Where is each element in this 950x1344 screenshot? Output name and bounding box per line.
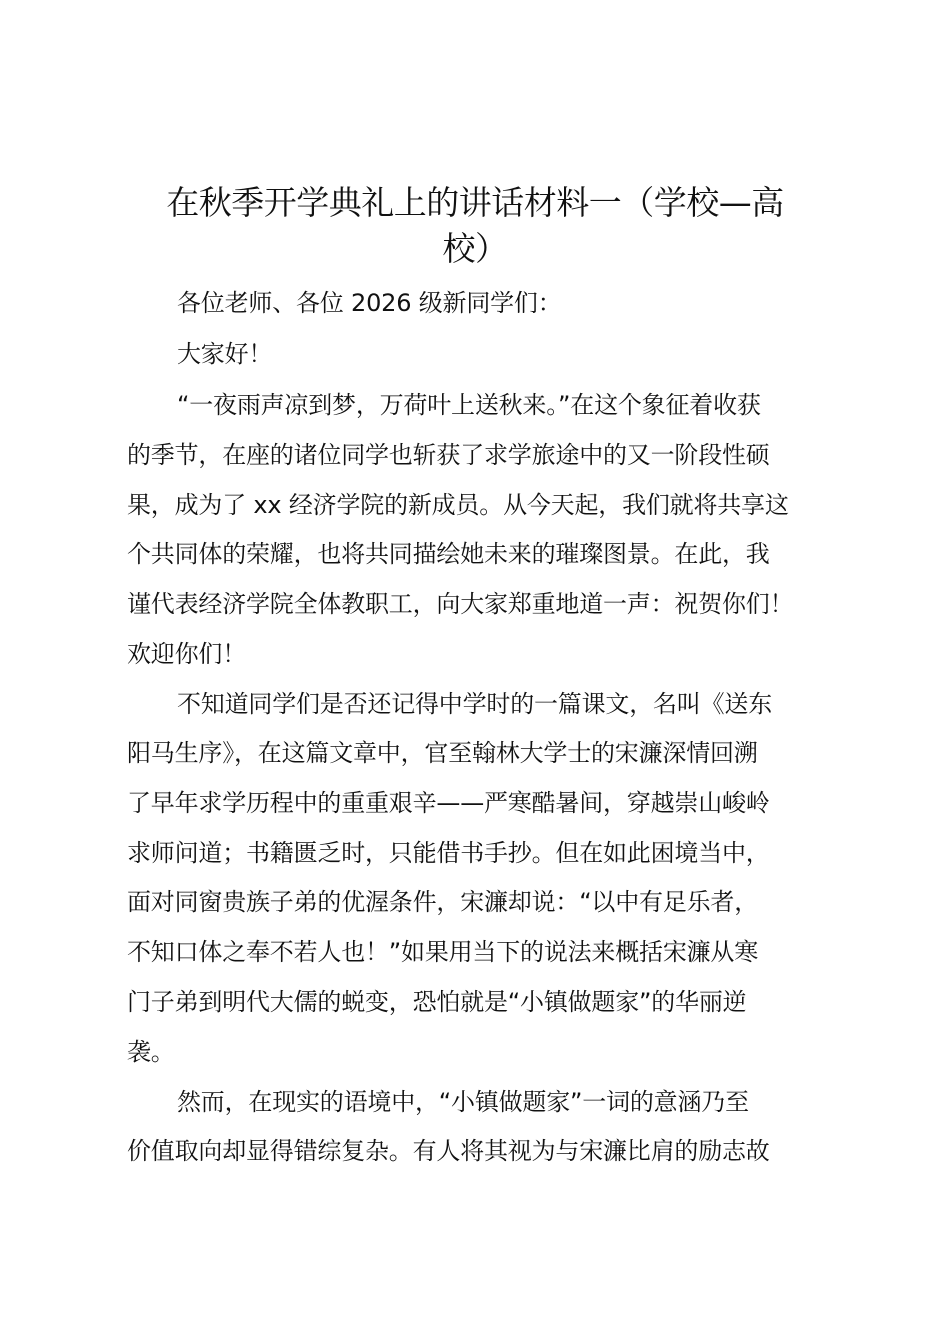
paragraph-line: 的季节，在座的诸位同学也斩获了求学旅途中的又一阶段性硕 (127, 441, 770, 469)
paragraph-line: 门子弟到明代大儒的蜕变，恐怕就是“小镇做题家”的华丽逆 (127, 988, 747, 1016)
paragraph-line: 价值取向却显得错综复杂。有人将其视为与宋濂比肩的励志故 (127, 1137, 770, 1165)
paragraph-line: 阳马生序》，在这篇文章中，官至翰林大学士的宋濂深情回溯 (127, 739, 758, 767)
salutation: 各位老师、各位 2026 级新同学们： (177, 289, 562, 317)
paragraph-line: 面对同窗贵族子弟的优渥条件，宋濂却说：“以中有足乐者， (127, 888, 759, 916)
greeting: 大家好！ (177, 340, 273, 368)
paragraph-line: 不知口体之奉不若人也！”如果用当下的说法来概括宋濂从寒 (127, 938, 759, 966)
paragraph-line: “一夜雨声凉到梦，万荷叶上送秋来。”在这个象征着收获 (177, 391, 761, 419)
paragraph-line: 不知道同学们是否还记得中学时的一篇课文，名叫《送东 (177, 690, 772, 718)
paragraph-line: 欢迎你们！ (127, 640, 246, 668)
paragraph-line: 个共同体的荣耀，也将共同描绘她未来的璀璨图景。在此，我 (127, 540, 770, 568)
paragraph-line: 果，成为了 xx 经济学院的新成员。从今天起，我们就将共享这 (127, 491, 789, 519)
document-title (120, 180, 830, 272)
paragraph-line: 谨代表经济学院全体教职工，向大家郑重地道一声：祝贺你们！ (127, 590, 794, 618)
paragraph-line: 袭。 (127, 1038, 175, 1066)
paragraph-line: 了早年求学历程中的重重艰辛——严寒酷暑间，穿越崇山峻岭 (127, 789, 770, 817)
title-line-1: 在秋季开学典礼上的讲话材料一（学校—高 (166, 183, 784, 222)
paragraph-line: 求师问道；书籍匮乏时，只能借书手抄。但在如此困境当中， (127, 839, 770, 867)
title-line-2: 校） (442, 229, 508, 268)
paragraph-line: 然而，在现实的语境中，“小镇做题家”一词的意涵乃至 (177, 1088, 749, 1116)
